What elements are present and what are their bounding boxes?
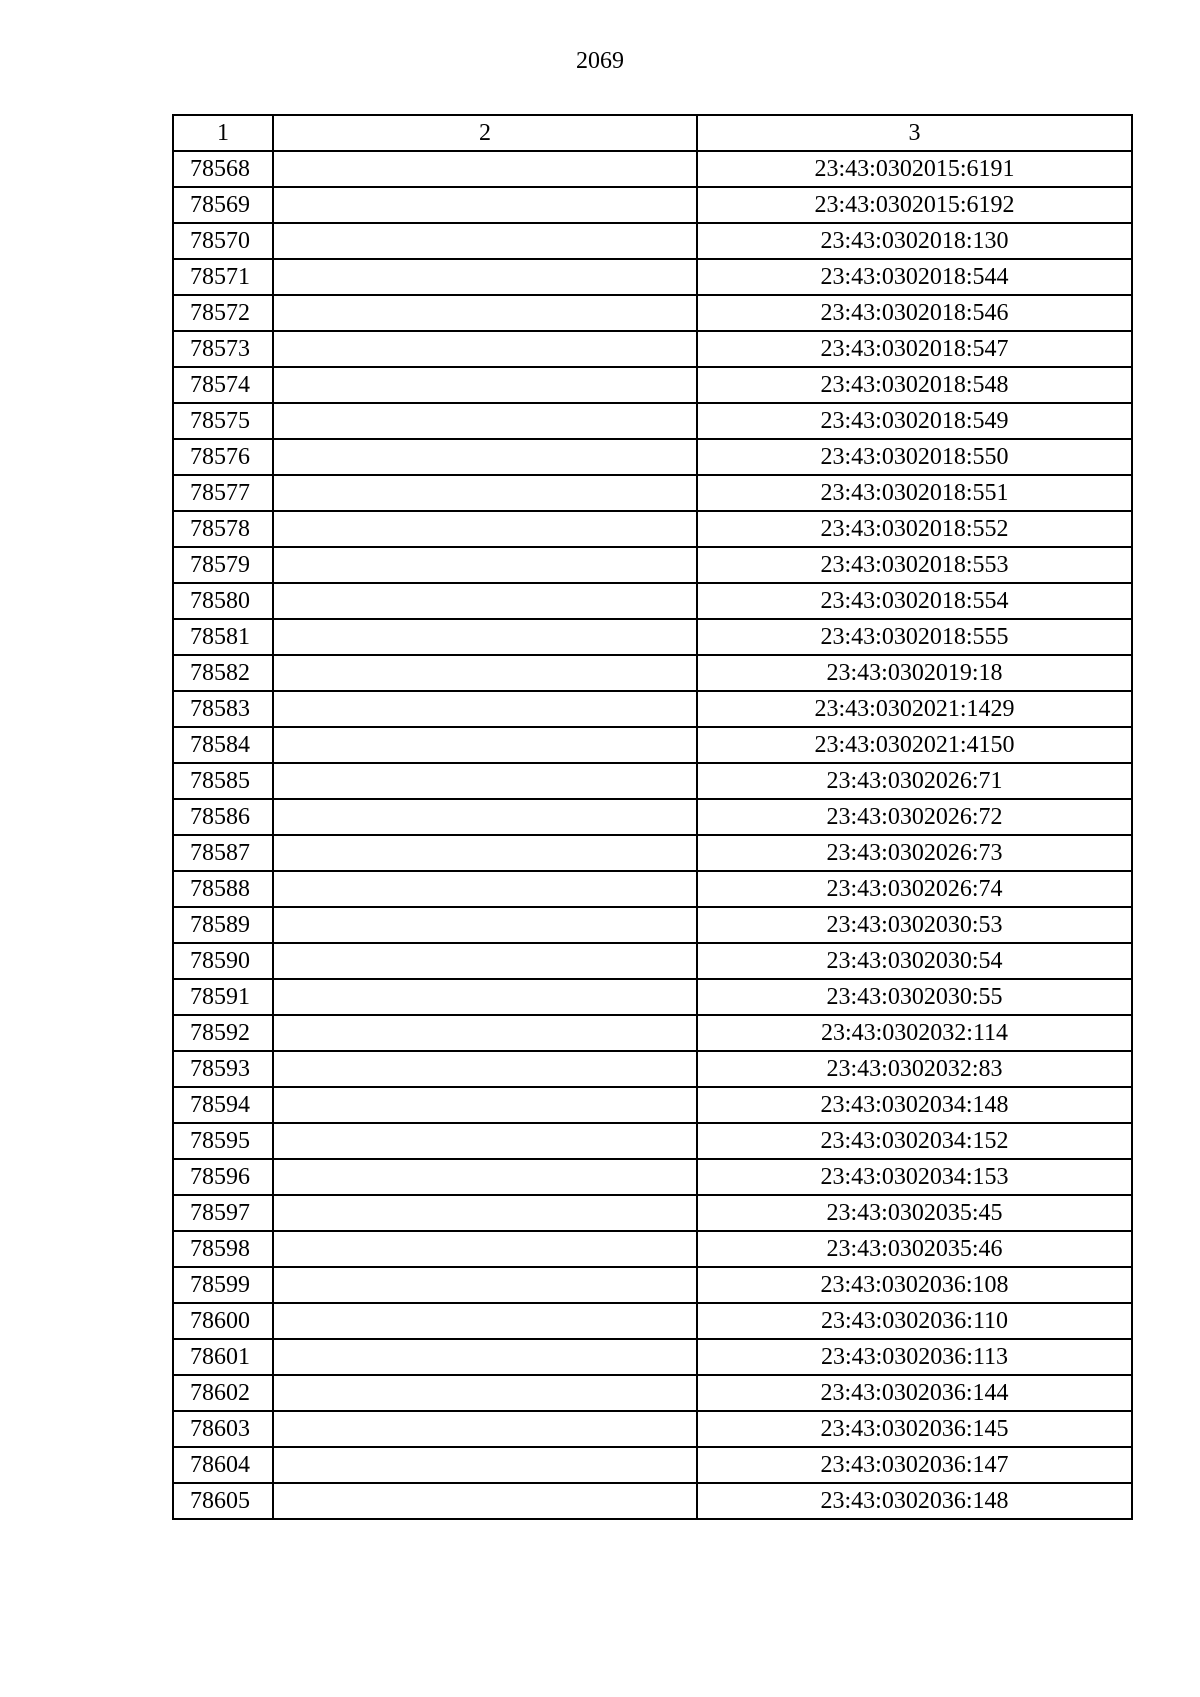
cadastral-number-cell: 23:43:0302018:551 (697, 475, 1132, 511)
row-number-cell: 78598 (173, 1231, 273, 1267)
empty-cell (273, 1015, 697, 1051)
row-number-cell: 78603 (173, 1411, 273, 1447)
row-number-cell: 78581 (173, 619, 273, 655)
empty-cell (273, 439, 697, 475)
cadastral-number-cell: 23:43:0302036:144 (697, 1375, 1132, 1411)
table-row (173, 655, 1132, 691)
row-number-cell: 78588 (173, 871, 273, 907)
cadastral-number-cell: 23:43:0302018:544 (697, 259, 1132, 295)
table-row (173, 1375, 1132, 1411)
table-row (173, 367, 1132, 403)
row-number-cell: 78584 (173, 727, 273, 763)
row-number-cell: 78600 (173, 1303, 273, 1339)
row-number-cell: 78590 (173, 943, 273, 979)
cadastral-number-cell: 23:43:0302030:54 (697, 943, 1132, 979)
cadastral-number-cell: 23:43:0302018:549 (697, 403, 1132, 439)
empty-cell (273, 511, 697, 547)
empty-cell (273, 1447, 697, 1483)
cadastral-number-cell: 23:43:0302036:145 (697, 1411, 1132, 1447)
row-number-cell: 78583 (173, 691, 273, 727)
empty-cell (273, 547, 697, 583)
row-number-cell: 78576 (173, 439, 273, 475)
empty-cell (273, 403, 697, 439)
table-row (173, 403, 1132, 439)
table-row (173, 979, 1132, 1015)
table-row (173, 727, 1132, 763)
empty-cell (273, 187, 697, 223)
cadastral-number-cell: 23:43:0302015:6191 (697, 151, 1132, 187)
row-number-cell: 78599 (173, 1267, 273, 1303)
table-row (173, 1015, 1132, 1051)
cadastral-number-cell: 23:43:0302018:547 (697, 331, 1132, 367)
column-header-3: 3 (697, 115, 1132, 151)
cadastral-number-cell: 23:43:0302015:6192 (697, 187, 1132, 223)
empty-cell (273, 907, 697, 943)
empty-cell (273, 295, 697, 331)
table-row (173, 1267, 1132, 1303)
cadastral-number-cell: 23:43:0302018:554 (697, 583, 1132, 619)
empty-cell (273, 475, 697, 511)
row-number-cell: 78586 (173, 799, 273, 835)
table-row (173, 1123, 1132, 1159)
empty-cell (273, 1195, 697, 1231)
empty-cell (273, 1051, 697, 1087)
table-row (173, 295, 1132, 331)
cadastral-number-cell: 23:43:0302036:108 (697, 1267, 1132, 1303)
row-number-cell: 78587 (173, 835, 273, 871)
empty-cell (273, 1123, 697, 1159)
empty-cell (273, 223, 697, 259)
row-number-cell: 78579 (173, 547, 273, 583)
cadastral-number-cell: 23:43:0302021:4150 (697, 727, 1132, 763)
table-row (173, 871, 1132, 907)
cadastral-number-cell: 23:43:0302018:130 (697, 223, 1132, 259)
row-number-cell: 78593 (173, 1051, 273, 1087)
cadastral-number-cell: 23:43:0302036:148 (697, 1483, 1132, 1519)
row-number-cell: 78589 (173, 907, 273, 943)
row-number-cell: 78601 (173, 1339, 273, 1375)
empty-cell (273, 1303, 697, 1339)
empty-cell (273, 763, 697, 799)
cadastral-number-cell: 23:43:0302026:72 (697, 799, 1132, 835)
empty-cell (273, 979, 697, 1015)
empty-cell (273, 655, 697, 691)
row-number-cell: 78595 (173, 1123, 273, 1159)
table-row (173, 259, 1132, 295)
cadastral-number-cell: 23:43:0302035:46 (697, 1231, 1132, 1267)
table-row (173, 1483, 1132, 1519)
row-number-cell: 78574 (173, 367, 273, 403)
empty-cell (273, 583, 697, 619)
cadastral-number-cell: 23:43:0302032:114 (697, 1015, 1132, 1051)
empty-cell (273, 727, 697, 763)
cadastral-number-cell: 23:43:0302034:148 (697, 1087, 1132, 1123)
table-row (173, 1051, 1132, 1087)
cadastral-number-cell: 23:43:0302018:548 (697, 367, 1132, 403)
empty-cell (273, 1267, 697, 1303)
empty-cell (273, 691, 697, 727)
table-row (173, 799, 1132, 835)
table-row (173, 1447, 1132, 1483)
table-row (173, 547, 1132, 583)
empty-cell (273, 1087, 697, 1123)
row-number-cell: 78580 (173, 583, 273, 619)
empty-cell (273, 1375, 697, 1411)
table-header (173, 115, 1132, 151)
row-number-cell: 78573 (173, 331, 273, 367)
empty-cell (273, 619, 697, 655)
column-header-2: 2 (273, 115, 697, 151)
row-number-cell: 78582 (173, 655, 273, 691)
cadastral-number-cell: 23:43:0302026:73 (697, 835, 1132, 871)
table-row (173, 1159, 1132, 1195)
table-row (173, 691, 1132, 727)
table-row (173, 619, 1132, 655)
empty-cell (273, 259, 697, 295)
header-row (173, 115, 1132, 151)
cadastral-number-cell: 23:43:0302019:18 (697, 655, 1132, 691)
row-number-cell: 78605 (173, 1483, 273, 1519)
registry-table (172, 114, 1133, 1520)
table-row (173, 1195, 1132, 1231)
empty-cell (273, 871, 697, 907)
cadastral-number-cell: 23:43:0302021:1429 (697, 691, 1132, 727)
cadastral-number-cell: 23:43:0302036:113 (697, 1339, 1132, 1375)
cadastral-number-cell: 23:43:0302026:71 (697, 763, 1132, 799)
cadastral-number-cell: 23:43:0302030:53 (697, 907, 1132, 943)
row-number-cell: 78569 (173, 187, 273, 223)
empty-cell (273, 1159, 697, 1195)
table-row (173, 1231, 1132, 1267)
table-row (173, 511, 1132, 547)
cadastral-number-cell: 23:43:0302032:83 (697, 1051, 1132, 1087)
row-number-cell: 78604 (173, 1447, 273, 1483)
column-header-1: 1 (173, 115, 273, 151)
empty-cell (273, 151, 697, 187)
table-row (173, 1339, 1132, 1375)
cadastral-number-cell: 23:43:0302026:74 (697, 871, 1132, 907)
table-row (173, 475, 1132, 511)
table-row (173, 1411, 1132, 1447)
cadastral-number-cell: 23:43:0302035:45 (697, 1195, 1132, 1231)
table-row (173, 943, 1132, 979)
row-number-cell: 78591 (173, 979, 273, 1015)
table-row (173, 223, 1132, 259)
empty-cell (273, 835, 697, 871)
table-row (173, 151, 1132, 187)
cadastral-number-cell: 23:43:0302034:152 (697, 1123, 1132, 1159)
row-number-cell: 78594 (173, 1087, 273, 1123)
cadastral-number-cell: 23:43:0302030:55 (697, 979, 1132, 1015)
empty-cell (273, 1483, 697, 1519)
cadastral-number-cell: 23:43:0302036:110 (697, 1303, 1132, 1339)
row-number-cell: 78570 (173, 223, 273, 259)
row-number-cell: 78577 (173, 475, 273, 511)
row-number-cell: 78585 (173, 763, 273, 799)
empty-cell (273, 1339, 697, 1375)
row-number-cell: 78597 (173, 1195, 273, 1231)
cadastral-number-cell: 23:43:0302034:153 (697, 1159, 1132, 1195)
page-number: 2069 (576, 48, 624, 74)
cadastral-number-cell: 23:43:0302018:546 (697, 295, 1132, 331)
row-number-cell: 78578 (173, 511, 273, 547)
cadastral-number-cell: 23:43:0302018:553 (697, 547, 1132, 583)
cadastral-number-cell: 23:43:0302018:552 (697, 511, 1132, 547)
row-number-cell: 78596 (173, 1159, 273, 1195)
table-row (173, 1087, 1132, 1123)
row-number-cell: 78592 (173, 1015, 273, 1051)
table-row (173, 835, 1132, 871)
empty-cell (273, 367, 697, 403)
table-row (173, 583, 1132, 619)
table-row (173, 187, 1132, 223)
table-body (173, 151, 1132, 1519)
table-row (173, 907, 1132, 943)
empty-cell (273, 1231, 697, 1267)
table-row (173, 1303, 1132, 1339)
row-number-cell: 78571 (173, 259, 273, 295)
table-row (173, 331, 1132, 367)
row-number-cell: 78572 (173, 295, 273, 331)
table-row (173, 439, 1132, 475)
table-row (173, 763, 1132, 799)
empty-cell (273, 943, 697, 979)
empty-cell (273, 331, 697, 367)
cadastral-number-cell: 23:43:0302036:147 (697, 1447, 1132, 1483)
row-number-cell: 78568 (173, 151, 273, 187)
row-number-cell: 78575 (173, 403, 273, 439)
row-number-cell: 78602 (173, 1375, 273, 1411)
cadastral-number-cell: 23:43:0302018:550 (697, 439, 1132, 475)
cadastral-number-cell: 23:43:0302018:555 (697, 619, 1132, 655)
empty-cell (273, 1411, 697, 1447)
empty-cell (273, 799, 697, 835)
